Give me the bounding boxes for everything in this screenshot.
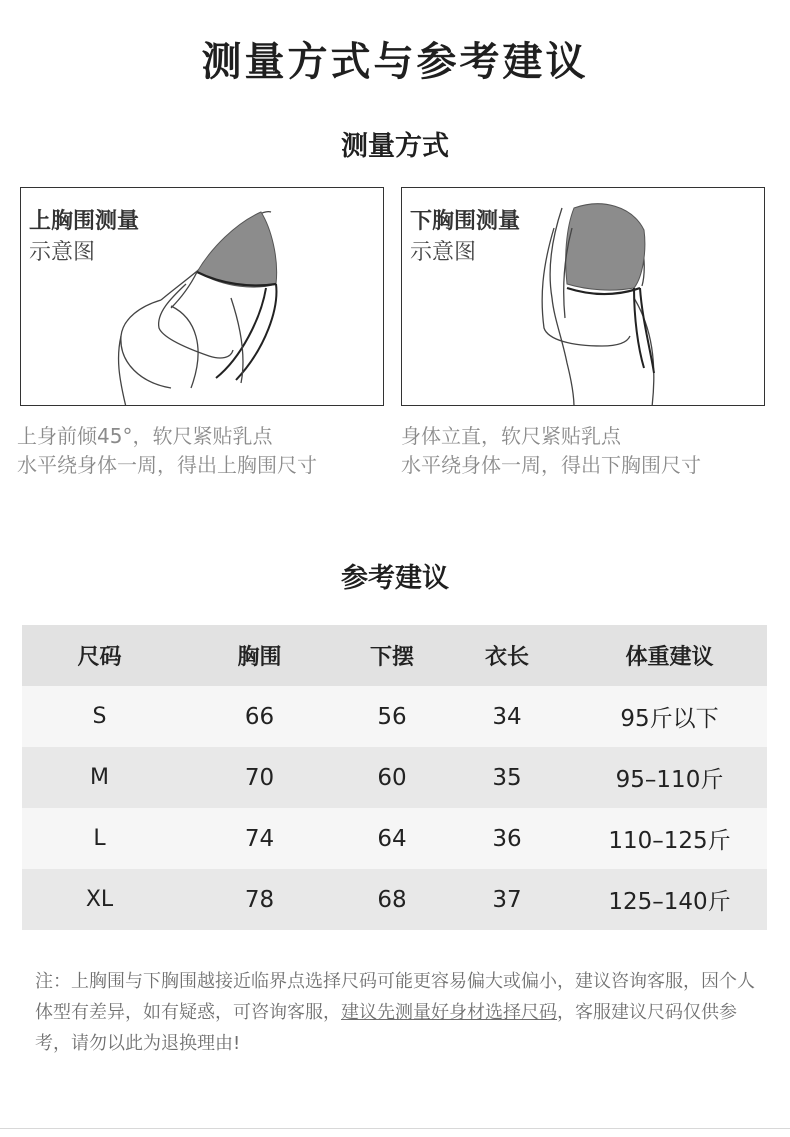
footnote-underlined-advice: 建议先测量好身材选择尺码 — [341, 1002, 557, 1023]
header-length: 衣长 — [442, 625, 572, 686]
lower-bust-instruction-line1: 身体立直，软尺紧贴乳点 — [401, 424, 621, 448]
upper-bust-instruction-line2: 水平绕身体一周，得出上胸围尺寸 — [17, 453, 317, 477]
hem-cell: 60 — [342, 747, 442, 808]
table-row — [22, 808, 767, 869]
size-cell: M — [22, 747, 177, 808]
upper-bust-instruction-line1: 上身前倾45°，软尺紧贴乳点 — [17, 424, 273, 448]
table-row — [22, 747, 767, 808]
size-cell: XL — [22, 869, 177, 930]
size-chart-table — [22, 625, 767, 930]
header-weight: 体重建议 — [572, 625, 767, 686]
reference-section-title: 参考建议 — [341, 563, 449, 594]
size-cell: S — [22, 686, 177, 747]
footnote-text-part2: ，客服建议尺码仅供参考，请勿以此为退换理由! — [35, 1002, 737, 1054]
upper-bust-panel-label — [29, 206, 139, 268]
lower-bust-illustration-panel — [401, 187, 765, 406]
upper-bust-instructions — [17, 422, 317, 480]
header-hem: 下摆 — [342, 625, 442, 686]
weight-cell: 95斤以下 — [572, 686, 767, 747]
size-cell: L — [22, 808, 177, 869]
upper-bust-label-title: 上胸围测量 — [29, 209, 140, 234]
lower-bust-label-subtitle: 示意图 — [410, 240, 477, 265]
weight-cell: 125–140斤 — [572, 869, 767, 930]
bust-cell: 70 — [177, 747, 342, 808]
table-header-row — [22, 625, 767, 686]
upper-bust-illustration-panel — [20, 187, 384, 406]
lower-bust-label-title: 下胸围测量 — [410, 209, 521, 234]
bottom-divider — [0, 1128, 790, 1129]
header-size: 尺码 — [22, 625, 177, 686]
header-bust: 胸围 — [177, 625, 342, 686]
length-cell: 35 — [442, 747, 572, 808]
table-row — [22, 686, 767, 747]
hem-cell: 68 — [342, 869, 442, 930]
hem-cell: 64 — [342, 808, 442, 869]
lower-bust-panel-label — [410, 206, 520, 268]
length-cell: 36 — [442, 808, 572, 869]
lower-bust-instructions — [401, 422, 701, 480]
measure-section-title: 测量方式 — [341, 131, 449, 162]
table-row — [22, 869, 767, 930]
page-title: 测量方式与参考建议 — [201, 39, 589, 85]
bust-cell: 78 — [177, 869, 342, 930]
lower-bust-instruction-line2: 水平绕身体一周，得出下胸围尺寸 — [401, 453, 701, 477]
bust-cell: 74 — [177, 808, 342, 869]
hem-cell: 56 — [342, 686, 442, 747]
length-cell: 37 — [442, 869, 572, 930]
weight-cell: 95–110斤 — [572, 747, 767, 808]
bust-cell: 66 — [177, 686, 342, 747]
footnote-text-part1: 注：上胸围与下胸围越接近临界点选择尺码可能更容易偏大或偏小，建议咨询客服，因个人体型有差异，如有疑惑，可咨询客服， — [35, 971, 755, 1023]
length-cell: 34 — [442, 686, 572, 747]
footnote-disclaimer — [35, 966, 765, 1059]
weight-cell: 110–125斤 — [572, 808, 767, 869]
upper-bust-label-subtitle: 示意图 — [29, 240, 96, 265]
